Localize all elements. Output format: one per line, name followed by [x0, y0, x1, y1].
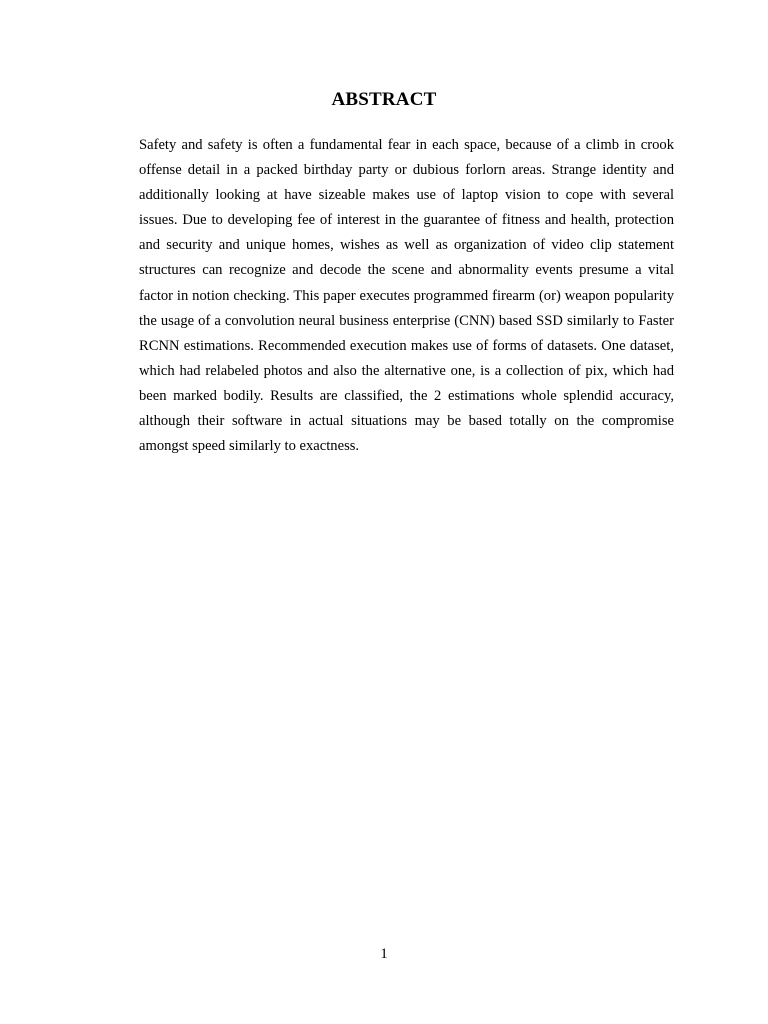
page-number: 1 — [380, 946, 388, 962]
abstract-paragraph: Safety and safety is often a fundamental fear in each space, because of a climb in crook offense detail in a packed birthday party or dubious forlorn areas. Strange identity and additionally looking at have sizeable makes use of laptop vision to cope with several issues. Due to developing fee of interest in the guarantee of fitness and health, protection and security and unique homes, wishes as well as organization of video clip statement structures can recognize and decode the scene and abnormality events presume a vital factor in notion checking. This paper executes programmed firearm (or) weapon popularity the usage of a convolution neural business enterprise (CNN) based SSD similarly to Faster RCNN estimations. Recommended execution makes use of forms of datasets. One dataset, which had relabeled photos and also the alternative one, is a collection of pix, which had been marked bodily. Results are classified, the 2 estimations whole splendid accuracy, although their software in actual situations may be based totally on the compromise amongst speed similarly to exactness. — [139, 137, 674, 455]
page-title: ABSTRACT — [331, 89, 437, 110]
